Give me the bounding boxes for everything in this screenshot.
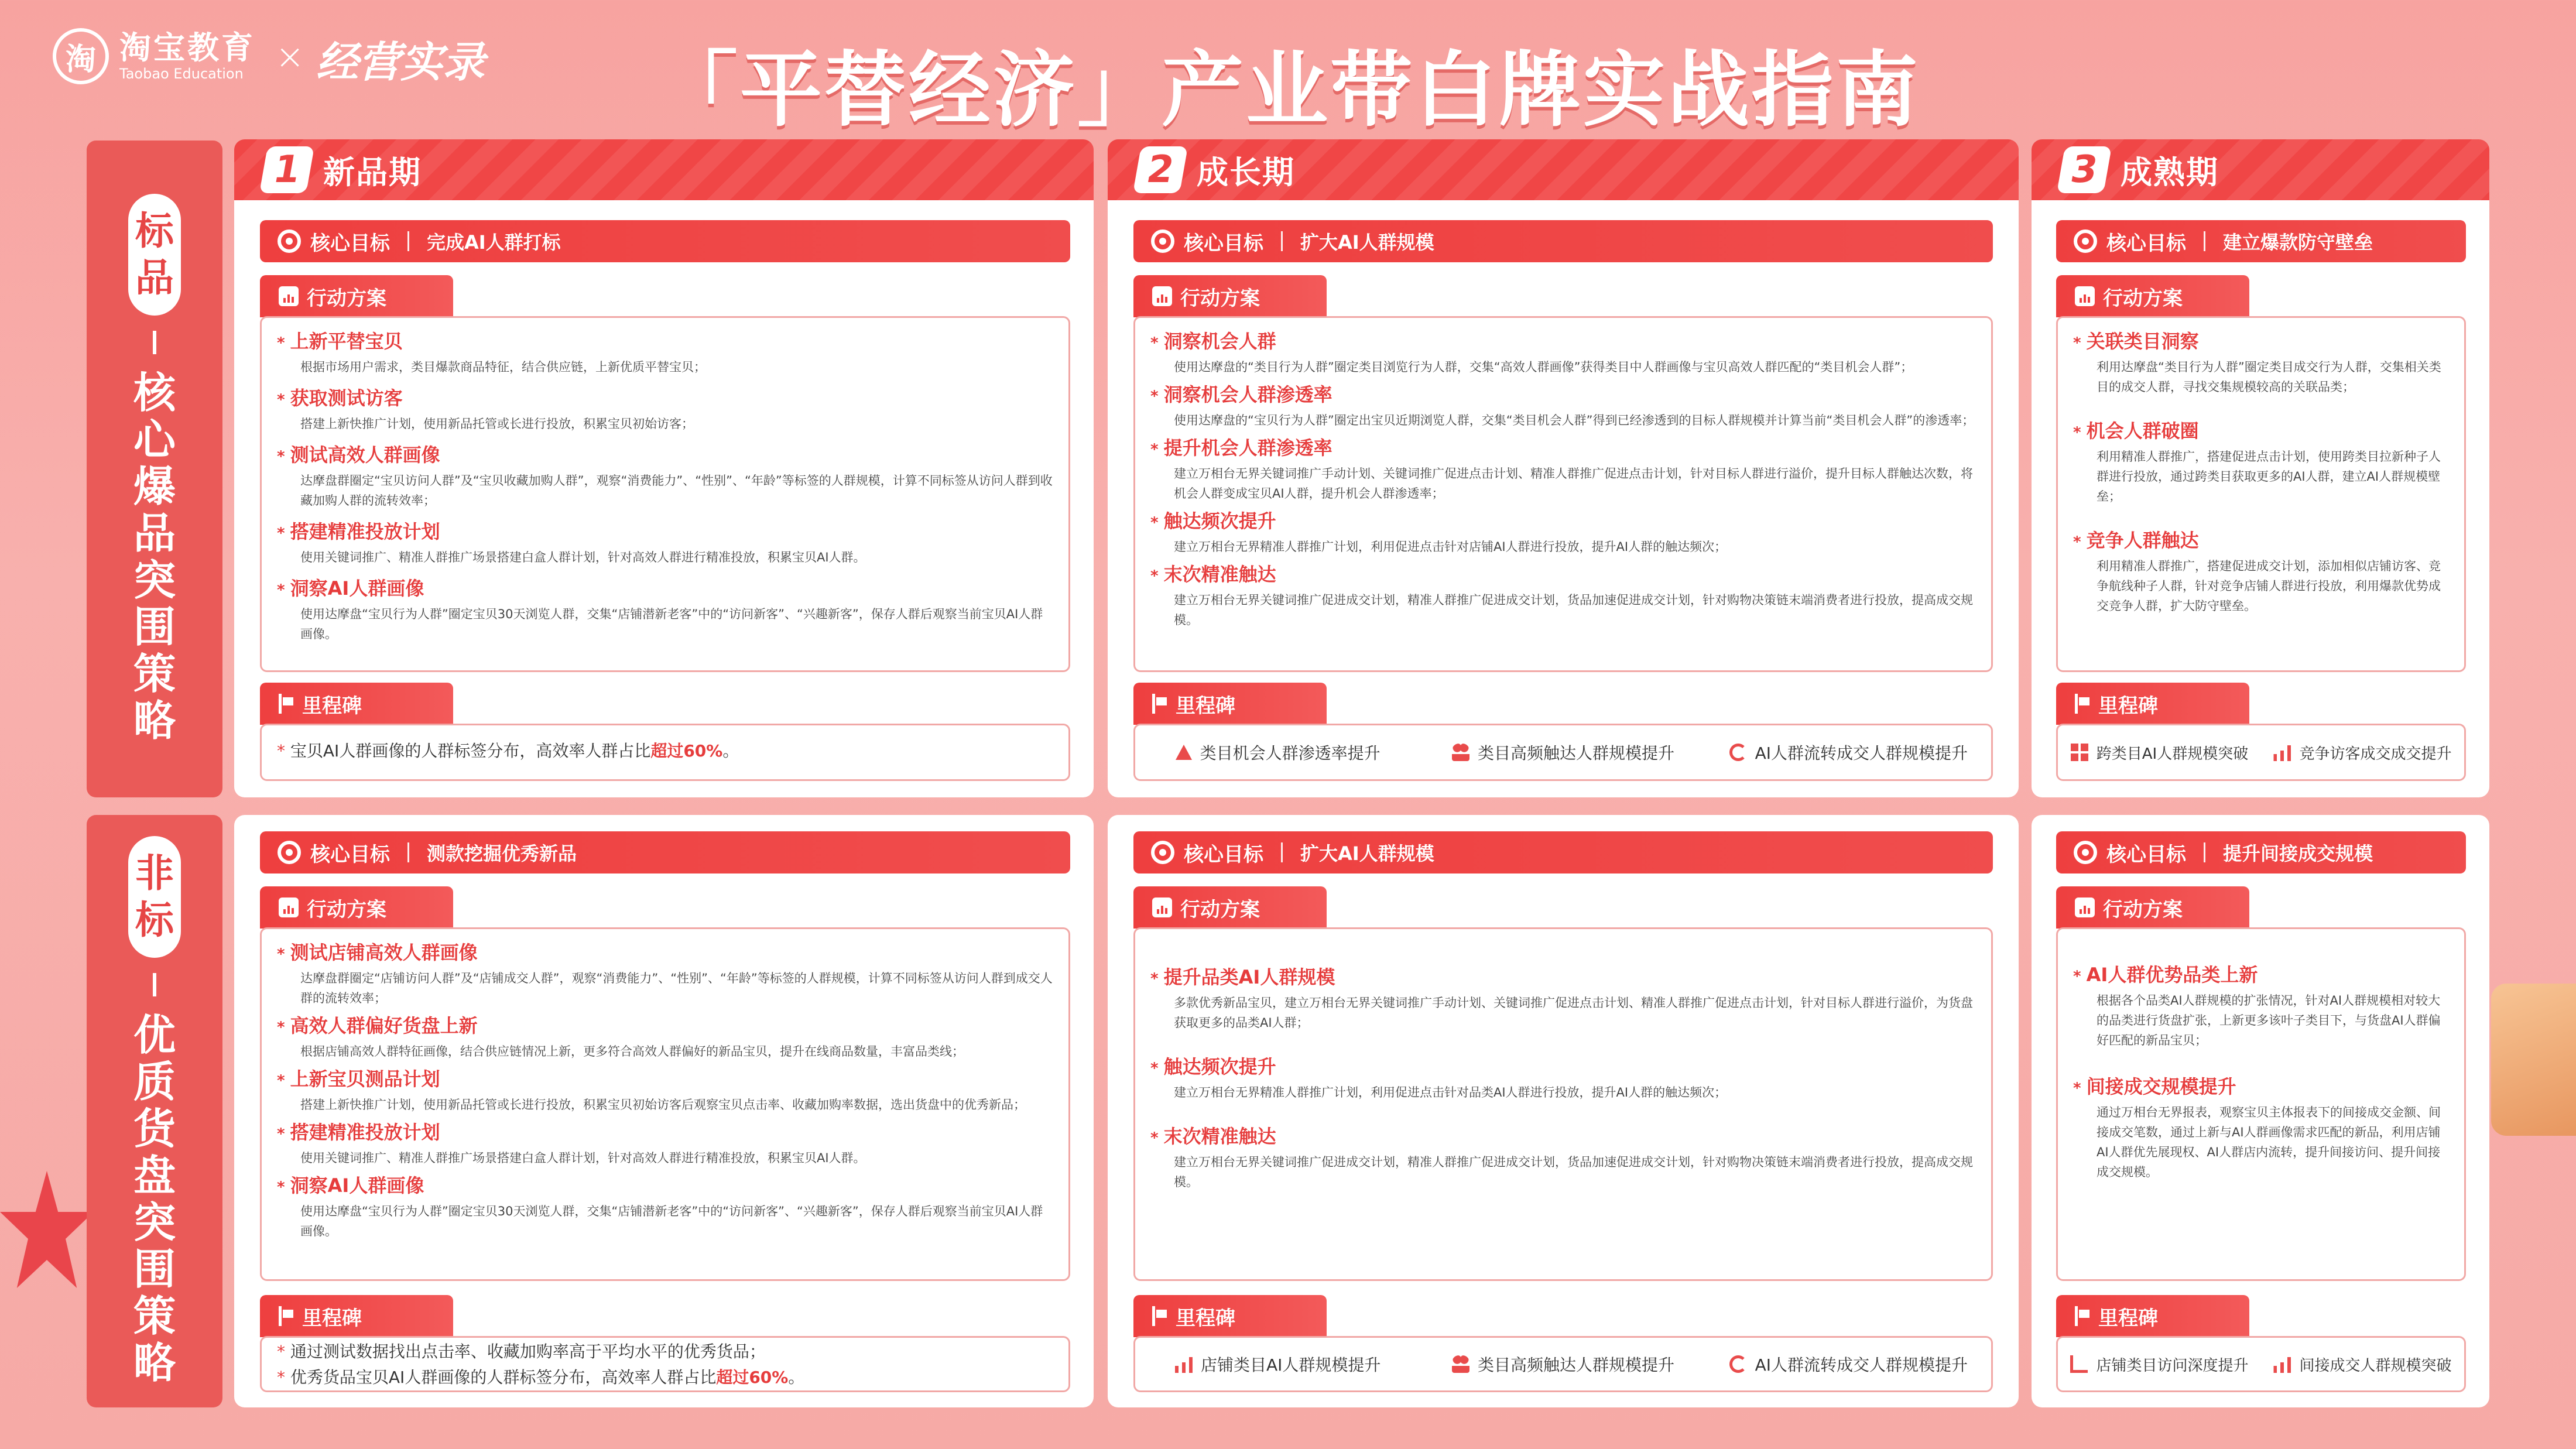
action-plan-label: 行动方案	[1180, 286, 1260, 310]
row-label-standard	[87, 141, 222, 797]
action-plan-label: 行动方案	[307, 898, 386, 922]
core-goal-bar	[1133, 220, 1993, 262]
logo-separator: ×	[275, 36, 305, 77]
action-plan-header	[1133, 275, 1327, 317]
action-item	[1150, 561, 1976, 630]
core-goal-label: 核心目标	[1184, 842, 1263, 866]
milestone-text: 竞争访客成交成交提升	[2299, 745, 2452, 763]
action-item-desc: 搭建上新快推广计划，使用新品托管或长进行投放，积累宝贝初始访客；	[300, 417, 694, 431]
milestone-header	[1133, 683, 1327, 725]
action-item-desc: 使用达摩盘的“类目行为人群”圈定类目浏览行为人群，交集“高效人群画像”获得类目中人群画像与宝贝高效人群匹配的“类目机会人群”；	[1174, 360, 1913, 374]
milestone-suffix: 。	[722, 741, 739, 761]
action-plan-header	[1133, 886, 1327, 929]
action-item-desc: 建立万相台无界精准人群推广计划，利用促进点击针对品类AI人群进行投放，提升AI人群的触达频次；	[1174, 1085, 1727, 1099]
action-item	[1150, 328, 1976, 377]
action-item-desc: 建立万相台无界关键词推广促进成交计划，精准人群推广促进成交计划，货品加速促进成交计划，针对购物决策链末端消费者进行投放，提高成交规模。	[1174, 1155, 1973, 1189]
action-item	[277, 519, 1053, 567]
milestone-box	[260, 724, 1070, 781]
row-tag: 非标	[128, 836, 181, 958]
core-goal-label: 核心目标	[2106, 231, 2186, 255]
action-item-title: * 搭建精准投放计划	[277, 519, 1053, 546]
milestone-header	[260, 683, 453, 725]
action-item-title: * 上新宝贝测品计划	[277, 1066, 1053, 1094]
action-item-desc: 达摩盘群圈定“店铺访问人群”及“店铺成交人群”，观察“消费能力”、“性别”、“年龄”等标签的人群规模，计算不同标签从访问人群到成交人群的流转效率；	[300, 971, 1053, 1005]
core-goal-value: 扩大AI人群规模	[1300, 842, 1434, 865]
milestone-item	[1706, 741, 1991, 764]
action-item	[1150, 382, 1976, 430]
action-plan-box	[260, 316, 1070, 672]
core-goal-value: 测款挖掘优秀新品	[427, 842, 577, 865]
cycle-icon	[1729, 1355, 1747, 1373]
action-item-title: * 获取测试访客	[277, 385, 1053, 413]
action-item-desc: 建立万相台无界精准人群推广计划，利用促进点击针对店铺AI人群进行投放，提升AI人群的触达频次；	[1174, 540, 1727, 554]
goal-separator	[407, 231, 409, 251]
action-item-title: * 洞察AI人群画像	[277, 576, 1053, 603]
bar-chart-icon	[2075, 898, 2095, 917]
milestone-text: 店铺类目访问深度提升	[2096, 1356, 2249, 1375]
milestone-text: 类目高频触达人群规模提升	[1477, 1355, 1674, 1375]
target-icon	[1151, 229, 1174, 253]
action-item-title: * 触达频次提升	[1150, 508, 1976, 536]
action-plan-header	[260, 275, 453, 317]
action-item	[277, 1066, 1053, 1115]
flag-icon	[279, 1306, 294, 1326]
action-item-title: * 间接成交规模提升	[2073, 1074, 2449, 1101]
milestone-label: 里程碑	[2098, 1306, 2158, 1330]
action-plan-header	[2056, 275, 2249, 317]
action-item-title: * 测试店铺高效人群画像	[277, 940, 1053, 967]
action-item-title: * 搭建精准投放计划	[277, 1119, 1053, 1147]
stage-label: 成长期	[1197, 153, 1295, 191]
action-item	[2073, 418, 2449, 506]
row-label-nonstandard	[87, 815, 222, 1407]
action-item-title: * 提升机会人群渗透率	[1150, 435, 1976, 463]
action-plan-header	[2056, 886, 2249, 929]
milestone-item	[1420, 1352, 1705, 1376]
milestone-label: 里程碑	[1176, 1306, 1235, 1330]
goal-separator	[1281, 842, 1283, 862]
action-item-desc: 使用达摩盘“宝贝行为人群”圈定宝贝30天浏览人群，交集“店铺潜新老客”中的“访问新客”、“兴趣新客”，保存人群后观察当前宝贝AI人群画像。	[300, 1204, 1043, 1238]
stage-number: 3	[2057, 146, 2112, 193]
action-item	[1150, 1123, 1976, 1192]
milestone-label: 里程碑	[2098, 694, 2158, 718]
action-item	[277, 442, 1053, 511]
action-item-desc: 根据市场用户需求，类目爆款商品特征，结合供应链，上新优质平替宝贝；	[300, 360, 706, 374]
core-goal-value: 完成AI人群打标	[427, 231, 561, 254]
trend-icon	[2070, 1355, 2088, 1373]
stage-label: 成熟期	[2121, 153, 2219, 191]
action-item-title: * 竞争人群触达	[2073, 527, 2449, 555]
bar-growth-icon	[2273, 1355, 2291, 1373]
stage-number: 2	[1133, 146, 1188, 193]
milestone-item	[277, 738, 1068, 764]
target-icon	[2074, 229, 2097, 253]
action-plan-box	[2056, 316, 2466, 672]
milestone-item	[1706, 1352, 1991, 1376]
action-plan-label: 行动方案	[2103, 286, 2183, 310]
goal-separator	[1281, 231, 1283, 251]
action-item-desc: 使用关键词推广、精准人群推广场景搭建白盒人群计划，针对高效人群进行精准投放，积累宝贝AI人群。	[300, 550, 866, 564]
milestone-item	[1135, 741, 1420, 764]
milestone-header	[2056, 683, 2249, 725]
action-item-desc: 利用精准人群推广，搭建促进点击计划，使用跨类目拉新种子人群进行投放，通过跨类目获取更多的AI人群，建立AI人群规模壁垒；	[2097, 450, 2441, 503]
milestone-item	[2261, 742, 2464, 763]
milestone-item	[1420, 741, 1705, 764]
action-item-desc: 根据各个品类AI人群规模的扩张情况，针对AI人群规模相对较大的品类进行货盘扩张，上新更多该叶子类目下，与货盘AI人群偏好匹配的新品宝贝；	[2097, 994, 2441, 1047]
milestone-text: 间接成交人群规模突破	[2299, 1356, 2452, 1375]
action-plan-box	[260, 927, 1070, 1281]
milestone-item: * 通过测试数据找出点击率、收藏加购率高于平均水平的优秀货品；	[277, 1339, 1068, 1365]
milestone-item	[277, 1365, 1068, 1390]
milestone-item	[1135, 1352, 1420, 1376]
action-item-desc: 搭建上新快推广计划，使用新品托管或长进行投放，积累宝贝初始访客后观察宝贝点击率、收藏加购率数据，选出货盘中的优秀新品；	[300, 1098, 1026, 1112]
milestone-box	[1133, 1336, 1993, 1392]
goal-separator	[407, 842, 409, 862]
logo-name: 淘宝教育	[119, 29, 255, 66]
core-goal-value: 提升间接成交规模	[2223, 842, 2373, 865]
action-item-desc: 使用达摩盘的“宝贝行为人群”圈定出宝贝近期浏览人群，交集“类目机会人群”得到已经渗透到的目标人群规模并计算当前“类目机会人群”的渗透率；	[1174, 413, 1975, 427]
target-icon	[278, 841, 301, 864]
jingying-shilu-logo: 经营实录	[316, 37, 485, 87]
milestone-box	[2056, 1336, 2466, 1392]
milestone-header	[260, 1295, 453, 1337]
action-plan-box	[1133, 927, 1993, 1281]
action-item-title: * 末次精准触达	[1150, 561, 1976, 589]
milestone-label: 里程碑	[302, 1306, 362, 1330]
milestone-header	[1133, 1295, 1327, 1337]
milestone-box	[260, 1336, 1070, 1392]
action-item-title: * 高效人群偏好货盘上新	[277, 1013, 1053, 1040]
action-item	[277, 1173, 1053, 1241]
row-title: 核心爆品突围策略	[133, 368, 176, 745]
bar-chart-icon	[1152, 286, 1172, 306]
goal-separator	[2204, 842, 2205, 862]
action-item	[2073, 1074, 2449, 1182]
action-item-title: * 洞察AI人群画像	[277, 1173, 1053, 1200]
decor-star-shape	[0, 1171, 94, 1288]
core-goal-bar	[260, 831, 1070, 873]
stage-header-growth	[1108, 139, 2019, 200]
action-item	[277, 1119, 1053, 1168]
action-plan-box	[2056, 927, 2466, 1281]
decor-shopping-bag	[2491, 984, 2576, 1136]
milestone-box	[2056, 724, 2466, 781]
milestone-item	[2261, 1354, 2464, 1375]
action-item-title: * 洞察机会人群	[1150, 328, 1976, 356]
row-title: 优质货盘突围策略	[133, 1010, 176, 1388]
milestone-text: AI人群流转成交人群规模提升	[1755, 744, 1968, 763]
action-item-desc: 达摩盘群圈定“宝贝访问人群”及“宝贝收藏加购人群”，观察“消费能力”、“性别”、“年龄”等标签的人群规模，计算不同标签从访问人群到收藏加购人群的流转效率；	[300, 474, 1053, 508]
row-divider	[153, 331, 156, 354]
milestone-text: 跨类目AI人群规模突破	[2096, 745, 2249, 763]
people-icon	[1452, 1355, 1469, 1373]
flag-icon	[2075, 1306, 2090, 1326]
milestone-text: AI人群流转成交人群规模提升	[1755, 1355, 1968, 1375]
bar-chart-icon	[2075, 286, 2095, 306]
flag-icon	[2075, 694, 2090, 714]
action-item	[2073, 328, 2449, 397]
action-item-title: * 提升品类AI人群规模	[1150, 964, 1976, 992]
milestone-item	[2058, 1354, 2261, 1375]
action-item	[1150, 508, 1976, 557]
milestone-label: 里程碑	[1176, 694, 1235, 718]
core-goal-value: 扩大AI人群规模	[1300, 231, 1434, 254]
action-item-title: * 关联类目洞察	[2073, 328, 2449, 356]
action-item-title: * 末次精准触达	[1150, 1123, 1976, 1151]
core-goal-bar	[2056, 831, 2466, 873]
action-plan-label: 行动方案	[307, 286, 386, 310]
bar-chart-icon	[279, 286, 299, 306]
action-item-desc: 多款优秀新品宝贝，建立万相台无界关键词推广手动计划、关键词推广促进点击计划、精准人群推广促进点击计划，针对目标人群进行溢价，为货盘获取更多的品类AI人群；	[1174, 996, 1973, 1030]
logo-english-name: Taobao Education	[119, 66, 244, 82]
action-plan-label: 行动方案	[1180, 898, 1260, 922]
milestone-suffix: 。	[788, 1368, 805, 1387]
grid-icon	[2071, 744, 2088, 761]
bar-growth-icon	[1175, 1355, 1193, 1373]
core-goal-label: 核心目标	[310, 842, 390, 866]
action-item-desc: 使用关键词推广、精准人群推广场景搭建白盒人群计划，针对高效人群进行精准投放，积累宝贝AI人群。	[300, 1151, 866, 1165]
goal-separator	[2204, 231, 2205, 251]
flag-icon	[1152, 1306, 1167, 1326]
milestone-text: 类目机会人群渗透率提升	[1200, 744, 1381, 763]
action-item	[1150, 435, 1976, 503]
rising-icon	[1176, 745, 1192, 760]
action-item-desc: 建立万相台无界关键词推广手动计划、关键词推广促进点击计划、精准人群推广促进点击计划，针对目标人群进行溢价，提升目标人群触达次数，将机会人群变成宝贝AI人群，提升机会人群渗透率；	[1174, 467, 1973, 501]
bar-chart-icon	[279, 898, 299, 917]
core-goal-bar	[1133, 831, 1993, 873]
milestone-item	[2058, 742, 2261, 763]
action-item-title: * 测试高效人群画像	[277, 442, 1053, 470]
action-item-desc: 利用达摩盘“类目行为人群”圈定类目成交行为人群，交集相关类目的成交人群，寻找交集规模较高的关联品类；	[2097, 360, 2441, 394]
action-item	[2073, 527, 2449, 616]
action-item-title: * 触达频次提升	[1150, 1054, 1976, 1081]
action-item	[1150, 964, 1976, 1033]
action-item	[277, 328, 1053, 377]
row-divider	[153, 973, 156, 996]
action-item	[277, 940, 1053, 1008]
target-icon	[2074, 841, 2097, 864]
milestone-text: 类目高频触达人群规模提升	[1477, 744, 1674, 763]
stage-header-mature	[2032, 139, 2489, 200]
milestone-text: 店铺类目AI人群规模提升	[1200, 1355, 1381, 1375]
action-item	[277, 1013, 1053, 1061]
core-goal-label: 核心目标	[1184, 231, 1263, 255]
people-icon	[1452, 744, 1469, 761]
taobao-logo-mark: 淘	[53, 28, 109, 84]
action-plan-header	[260, 886, 453, 929]
stage-label: 新品期	[323, 153, 422, 191]
action-item	[1150, 1054, 1976, 1102]
milestone-highlight: 超过60%	[716, 1368, 789, 1387]
stage-number: 1	[259, 146, 314, 193]
page-title: 「平替经济」产业带白牌实战指南	[655, 43, 1920, 138]
action-item-title: * 机会人群破圈	[2073, 418, 2449, 446]
action-item-title: * 上新平替宝贝	[277, 328, 1053, 356]
action-item-title: * 洞察机会人群渗透率	[1150, 382, 1976, 409]
flag-icon	[1152, 694, 1167, 714]
action-item	[2073, 962, 2449, 1050]
milestone-box	[1133, 724, 1993, 781]
stage-header-new	[234, 139, 1094, 200]
action-item-desc: 使用达摩盘“宝贝行为人群”圈定宝贝30天浏览人群，交集“店铺潜新老客”中的“访问新客”、“兴趣新客”，保存人群后观察当前宝贝AI人群画像。	[300, 607, 1043, 641]
action-item-desc: 根据店铺高效人群特征画像，结合供应链情况上新，更多符合高效人群偏好的新品宝贝，提升在线商品数量，丰富品类线；	[300, 1044, 964, 1059]
milestone-label: 里程碑	[302, 694, 362, 718]
milestone-text: 优秀货品宝贝AI人群画像的人群标签分布，高效率人群占比	[290, 1368, 717, 1387]
action-item-desc: 建立万相台无界关键词推广促进成交计划，精准人群推广促进成交计划，货品加速促进成交计划，针对购物决策链末端消费者进行投放，提高成交规模。	[1174, 593, 1973, 627]
core-goal-label: 核心目标	[2106, 842, 2186, 866]
core-goal-value: 建立爆款防守壁垒	[2223, 231, 2373, 254]
flag-icon	[279, 694, 294, 714]
target-icon	[1151, 841, 1174, 864]
action-item-title: * AI人群优势品类上新	[2073, 962, 2449, 989]
target-icon	[278, 229, 301, 253]
core-goal-bar	[2056, 220, 2466, 262]
milestone-highlight: 超过60%	[650, 741, 723, 761]
core-goal-bar	[260, 220, 1070, 262]
cycle-icon	[1729, 744, 1747, 761]
action-item	[277, 576, 1053, 644]
action-plan-label: 行动方案	[2103, 898, 2183, 922]
action-item	[277, 385, 1053, 434]
bar-growth-icon	[2273, 744, 2291, 761]
row-tag: 标品	[128, 194, 181, 316]
bar-chart-icon	[1152, 898, 1172, 917]
action-plan-box	[1133, 316, 1993, 672]
milestone-header	[2056, 1295, 2249, 1337]
core-goal-label: 核心目标	[310, 231, 390, 255]
action-item-desc: 利用精准人群推广，搭建促进成交计划，添加相似店铺访客、竞争航线种子人群，针对竞争店铺人群进行投放，利用爆款优势成交竞争人群，扩大防守壁垒。	[2097, 559, 2441, 613]
action-item-desc: 通过万相台无界报表，观察宝贝主体报表下的间接成交金额、间接成交笔数，通过上新与AI人群画像需求匹配的新品，利用店铺AI人群优先展现权、AI人群店内流转，提升间接访问、提升间接成交规模。	[2097, 1105, 2441, 1179]
milestone-text: 宝贝AI人群画像的人群标签分布，高效率人群占比	[290, 741, 651, 761]
